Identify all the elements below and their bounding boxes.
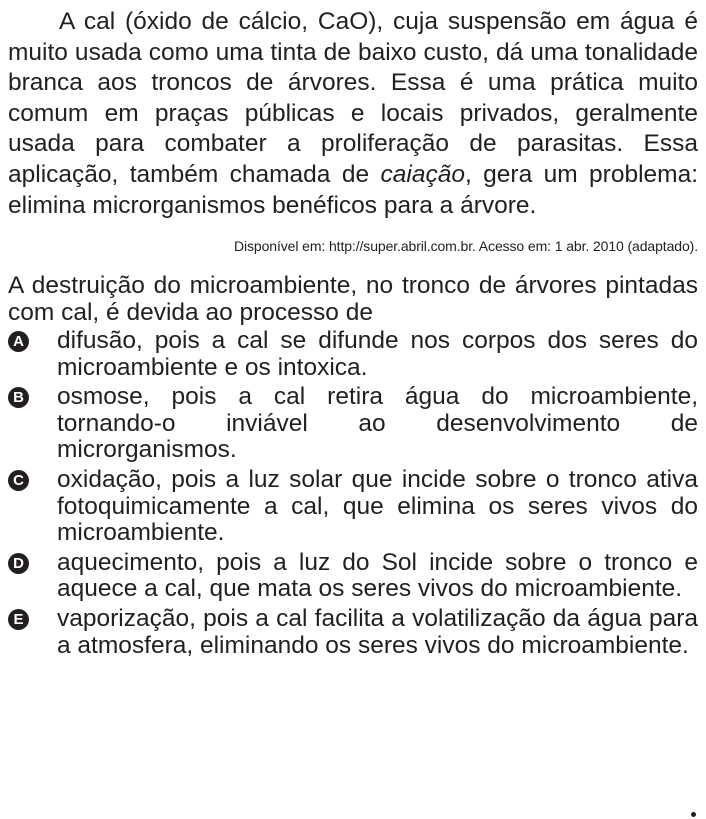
passage-text-start: A cal (óxido de cálcio, CaO), cuja suspensão em água é muito usada como uma tinta de baixo custo, dá uma tonalidade branca aos troncos de árvores. Essa é uma prática muito comum em praças públicas e locais privados, geralmente usada para combater a proliferação de parasitas. Essa aplicação, também chamada de — [8, 8, 698, 188]
passage-text-end: , gera um problema: elimina microrganismos benéficos para a árvore. — [8, 160, 698, 219]
option-e-badge: E — [8, 609, 29, 630]
option-b-text: osmose, pois a cal retira água do microambiente, tornando-o inviável ao desenvolvimento de microrganismos. — [57, 383, 698, 464]
option-d-badge: D — [8, 553, 29, 574]
option-b[interactable] — [8, 384, 698, 463]
option-d-text: aquecimento, pois a luz do Sol incide sobre o tronco e aquece a cal, que mata os seres vivos do microambiente. — [57, 548, 698, 603]
option-e-text: vaporização, pois a cal facilita a volatilização da água para a atmosfera, eliminando os seres vivos do microambiente. — [57, 605, 698, 659]
option-a-text: difusão, pois a cal se difunde nos corpos dos seres do microambiente e os intoxica. — [57, 327, 698, 381]
option-e[interactable] — [8, 606, 698, 659]
option-c-text: oxidação, pois a luz solar que incide sobre o tronco ativa fotoquimicamente a cal, que elimina os seres vivos do microambiente. — [57, 466, 698, 546]
option-d[interactable] — [8, 550, 698, 603]
question-stem: A destruição do microambiente, no tronco de árvores pintadas com cal, é devida ao processo de — [8, 272, 698, 326]
source-citation: Disponível em: http://super.abril.com.br. Acesso em: 1 abr. 2010 (adaptado). — [234, 238, 698, 255]
option-a-badge: A — [8, 331, 29, 352]
page-mark-dot — [691, 812, 696, 817]
answer-options — [8, 328, 698, 659]
question-page — [8, 7, 698, 663]
italic-term: caiação — [380, 160, 465, 188]
passage-text — [8, 7, 698, 221]
option-a[interactable] — [8, 328, 698, 381]
option-c-badge: C — [8, 470, 29, 491]
option-b-badge: B — [8, 387, 29, 408]
option-c[interactable] — [8, 467, 698, 546]
